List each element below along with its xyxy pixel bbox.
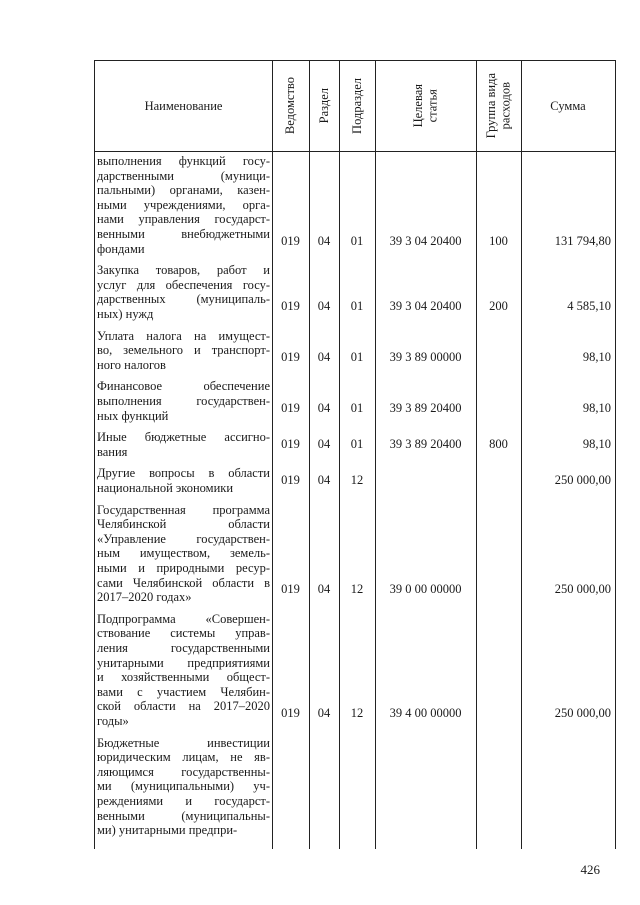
name-line: ми) унитарными предпри- (97, 823, 238, 838)
name-line: Бюджетные инвестиции (97, 735, 270, 750)
name-line: ствование системы управ- (97, 626, 270, 641)
name-line: вами с участием Челябин- (97, 684, 270, 699)
name-line: ления государственными (97, 640, 270, 655)
cell-ved: 019 (281, 400, 300, 415)
table-row-name (97, 154, 270, 256)
header-summa (521, 61, 615, 151)
cell-podrazdel: 01 (350, 233, 364, 248)
cell-razdel: 04 (317, 473, 331, 487)
header-razdel (309, 61, 339, 151)
header-summa-label: Сумма (550, 98, 586, 113)
header-razdel-label: Раздел (316, 88, 331, 124)
cell-ved: 019 (281, 299, 300, 313)
table-row-name (97, 329, 270, 373)
name-line: Подпрограмма «Совершен- (97, 611, 270, 626)
name-line: Финансовое обеспечение (97, 379, 270, 394)
cell-gruppa: 200 (489, 299, 508, 313)
name-line: Уплата налога на имущест- (97, 328, 270, 343)
cell-celevaya: 39 3 04 20400 (389, 299, 462, 313)
name-line: дарственных (муниципаль- (97, 292, 270, 307)
header-name (95, 61, 272, 151)
header-vedomstvo-label: Ведомство (283, 77, 298, 135)
name-line: сами Челябинской области в (97, 575, 270, 590)
name-line: ми (муниципальными) уч- (97, 779, 270, 794)
name-line: ным имуществом, земель- (97, 546, 270, 561)
cell-podrazdel: 01 (350, 349, 364, 364)
name-line: Челябинской области (97, 517, 270, 532)
name-line: выполнения функций госу- (97, 154, 270, 168)
name-line: ляющимся государственны- (97, 764, 270, 779)
cell-podrazdel: 01 (350, 400, 364, 415)
cell-gruppa: 100 (489, 233, 508, 248)
name-line: услуг для обеспечения госу- (97, 277, 270, 292)
name-line: ного налогов (97, 357, 166, 372)
table-row-name (97, 503, 270, 605)
name-line: Другие вопросы в области (97, 466, 270, 481)
name-line: нами управления государст- (97, 212, 270, 227)
cell-summa: 250 000,00 (554, 582, 611, 597)
cell-ved: 019 (281, 582, 300, 597)
cell-gruppa: 800 (489, 436, 508, 451)
name-line: пальными) органами, казен- (97, 183, 270, 198)
cell-podrazdel: 12 (350, 706, 364, 720)
name-line: ской области на 2017–2020 (97, 699, 270, 714)
header-celevaya (375, 61, 476, 151)
name-line: во, земельного и транспорт- (97, 343, 270, 358)
cell-celevaya: 39 4 00 00000 (389, 706, 462, 720)
name-line: ных функций (97, 408, 169, 423)
cell-celevaya: 39 3 04 20400 (389, 233, 462, 248)
page-number: 426 (580, 862, 600, 877)
name-line: Государственная программа (97, 502, 270, 517)
name-line: ными и природными ресур- (97, 560, 270, 575)
cell-razdel: 04 (317, 436, 331, 451)
cell-ved: 019 (281, 233, 300, 248)
name-line: выполнения государствен- (97, 393, 270, 408)
cell-summa: 98,10 (582, 436, 611, 451)
header-gruppa-line2: расходов (498, 82, 513, 130)
cell-podrazdel: 01 (350, 436, 364, 451)
name-line: и хозяйственными общест- (97, 670, 270, 685)
table-row-name (97, 430, 270, 459)
cell-summa: 4 585,10 (567, 299, 611, 313)
name-line: фондами (97, 241, 145, 256)
name-line: венными (муниципальны- (97, 808, 270, 823)
header-vedomstvo (272, 61, 309, 151)
col-divider (339, 61, 340, 849)
name-line: реждениями и государст- (97, 793, 270, 808)
cell-razdel: 04 (317, 706, 331, 720)
cell-summa: 250 000,00 (554, 473, 611, 487)
budget-table (94, 60, 616, 849)
name-line: национальной экономики (97, 480, 234, 495)
cell-summa: 98,10 (582, 349, 611, 364)
name-line: годы» (97, 713, 129, 728)
cell-celevaya: 39 3 89 20400 (389, 436, 462, 451)
name-line: 2017–2020 годах» (97, 590, 192, 605)
cell-celevaya: 39 3 89 20400 (389, 400, 462, 415)
name-line: венными внебюджетными (97, 226, 270, 241)
table-row-name (97, 466, 270, 495)
cell-razdel: 04 (317, 349, 331, 364)
table-row-name (97, 263, 270, 321)
header-gruppa (476, 61, 521, 151)
cell-celevaya: 39 3 89 00000 (389, 349, 462, 364)
cell-razdel: 04 (317, 400, 331, 415)
cell-summa: 131 794,80 (554, 233, 611, 248)
name-line: Иные бюджетные ассигно- (97, 430, 270, 445)
cell-ved: 019 (281, 473, 300, 487)
header-celevaya-label (411, 84, 440, 127)
header-celevaya-line2: статья (425, 89, 440, 123)
name-line: унитарными предприятиями (97, 655, 270, 670)
cell-podrazdel: 12 (350, 473, 364, 487)
cell-podrazdel: 01 (350, 299, 364, 313)
name-line: ных) нужд (97, 306, 154, 321)
col-divider (476, 61, 477, 849)
table-row-name (97, 379, 270, 423)
name-line: Закупка товаров, работ и (97, 263, 270, 278)
header-divider (95, 151, 615, 152)
table-row-name (97, 612, 270, 729)
col-divider (309, 61, 310, 849)
header-gruppa-label (484, 73, 513, 138)
col-divider (375, 61, 376, 849)
col-divider (521, 61, 522, 849)
name-line: «Управление государствен- (97, 531, 270, 546)
header-name-label: Наименование (144, 98, 223, 113)
header-podrazdel (339, 61, 375, 151)
header-podrazdel-label: Подраздел (349, 78, 364, 134)
header-gruppa-line1: Группа вида (484, 73, 499, 139)
cell-ved: 019 (281, 349, 300, 364)
cell-summa: 98,10 (582, 400, 611, 415)
name-line: вания (97, 444, 128, 459)
name-line: ными учреждениями, орга- (97, 197, 270, 212)
cell-razdel: 04 (317, 299, 331, 313)
cell-summa: 250 000,00 (554, 706, 611, 720)
cell-ved: 019 (281, 436, 300, 451)
cell-razdel: 04 (317, 582, 331, 597)
table-row-name (97, 736, 270, 838)
col-divider (272, 61, 273, 849)
cell-razdel: 04 (317, 233, 331, 248)
cell-ved: 019 (281, 706, 300, 720)
name-line: юридическим лицам, не яв- (97, 750, 270, 765)
name-line: дарственными (муници- (97, 168, 270, 183)
cell-celevaya: 39 0 00 00000 (389, 582, 462, 597)
cell-podrazdel: 12 (350, 582, 364, 597)
header-celevaya-line1: Целевая (411, 84, 426, 128)
